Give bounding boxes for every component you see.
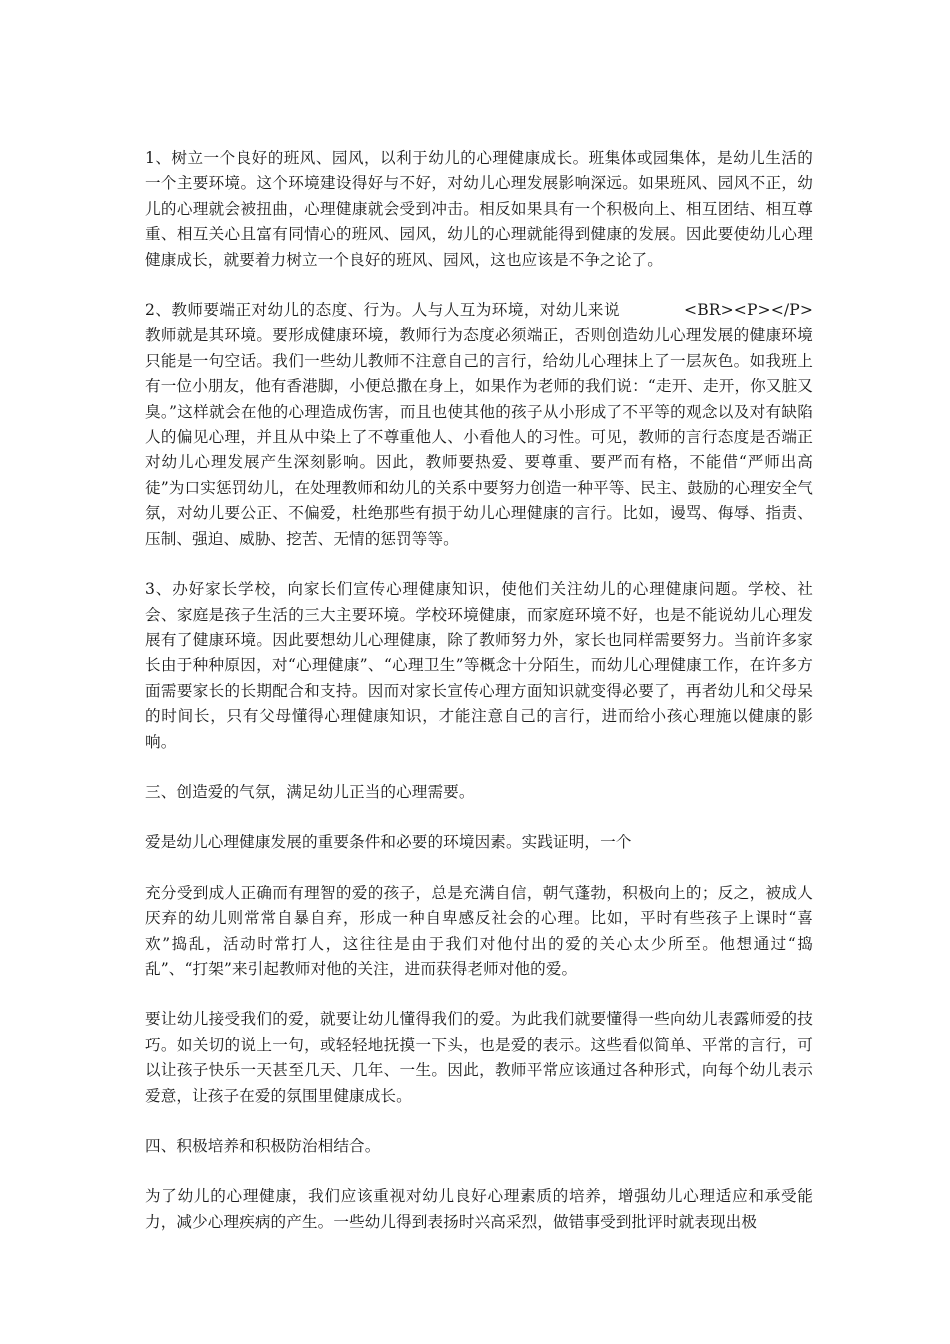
paragraph-love-intro: 爱是幼儿心理健康发展的重要条件和必要的环境因素。实践证明，一个 xyxy=(145,833,632,852)
paragraph-love-effects: 充分受到成人正确而有理智的爱的孩子，总是充满自信，朝气蓬勃，积极向上的；反之，被成人厌弃的幼儿则常常自暴自弃，形成一种自卑感反社会的心理。比如，平时有些孩子上课时“喜欢”捣乱，活动时常打人，这往往是由于我们对他付出的爱的关心太少所至。他想通过“捣乱”、“打架”来引起教师对他的关注，进而获得老师对他的爱。 xyxy=(145,883,813,978)
paragraph-psychological-quality: 为了幼儿的心理健康，我们应该重视对幼儿良好心理素质的培养，增强幼儿心理适应和承受能力，减少心理疾病的产生。一些幼儿得到表扬时兴高采烈，做错事受到批评时就表现出极 xyxy=(145,1187,813,1231)
section-heading-three: 三、创造爱的气氛，满足幼儿正当的心理需要。 xyxy=(145,782,475,801)
paragraph-love-techniques: 要让幼儿接受我们的爱，就要让幼儿懂得我们的爱。为此我们就要懂得一些向幼儿表露师爱的技巧。如关切的说上一句，或轻轻地抚摸一下头，也是爱的表示。这些看似简单、平常的言行，可以让孩子快乐一天甚至几天、几年、一生。因此，教师平常应该通过各种形式，向每个幼儿表示爱意，让孩子在爱的氛围里健康成长。 xyxy=(145,1010,813,1105)
paragraph-class-atmosphere: 1、树立一个良好的班风、园风，以利于幼儿的心理健康成长。班集体或园集体，是幼儿生活的一个主要环境。这个环境建设得好与不好，对幼儿心理发展影响深远。如果班风、园风不正，幼儿的心理就会被扭曲，心理健康就会受到冲击。相反如果具有一个积极向上、相互团结、相互尊重、相互关心且富有同情心的班风、园风，幼儿的心理就能得到健康的发展。因此要使幼儿心理健康成长，就要着力树立一个良好的班风、园风，这也应该是不争之论了。 xyxy=(145,149,813,269)
paragraph-parent-school: 3、办好家长学校，向家长们宣传心理健康知识，使他们关注幼儿的心理健康问题。学校、社会、家庭是孩子生活的三大主要环境。学校环境健康，而家庭环境不好，也是不能说幼儿心理发展有了健康环境。因此要想幼儿心理健康，除了教师努力外，家长也同样需要努力。当前许多家长由于种种原因，对“心理健康”、“心理卫生”等概念十分陌生，而幼儿心理健康工作，在许多方面需要家长的长期配合和支持。因而对家长宣传心理方面知识就变得必要了，再者幼儿和父母呆的时间长，只有父母懂得心理健康知识，才能注意自己的言行，进而给小孩心理施以健康的影响。 xyxy=(145,580,813,751)
document-body xyxy=(145,146,813,1235)
section-heading-four: 四、积极培养和积极防治相结合。 xyxy=(145,1137,381,1155)
paragraph-teacher-attitude: 2、教师要端正对幼儿的态度、行为。人与人互为环境，对幼儿来说 <BR><P></P>教师就是其环境。要形成健康环境，教师行为态度必须端正，否则创造幼儿心理发展的健康环境只能是一句空话。我们一些幼儿教师不注意自己的言行，给幼儿心理抹上了一层灰色。如我班上有一位小朋友，他有香港脚，小便总撒在身上，如果作为老师的我们说：“走开、走开，你又脏又臭。”这样就会在他的心理造成伤害，而且也使其他的孩子从小形成了不平等的观念以及对有缺陷人的偏见心理，并且从中染上了不尊重他人、小看他人的习性。可见，教师的言行态度是否端正对幼儿心理发展产生深刻影响。因此，教师要热爱、要尊重、要严而有格，不能借“严师出高徒”为口实惩罚幼儿，在处理教师和幼儿的关系中要努力创造一种平等、民主、鼓励的心理安全气氛，对幼儿要公正、不偏爱，杜绝那些有损于幼儿心理健康的言行。比如，谩骂、侮辱、指责、压制、强迫、威胁、挖苦、无情的惩罚等等。 xyxy=(145,301,813,548)
